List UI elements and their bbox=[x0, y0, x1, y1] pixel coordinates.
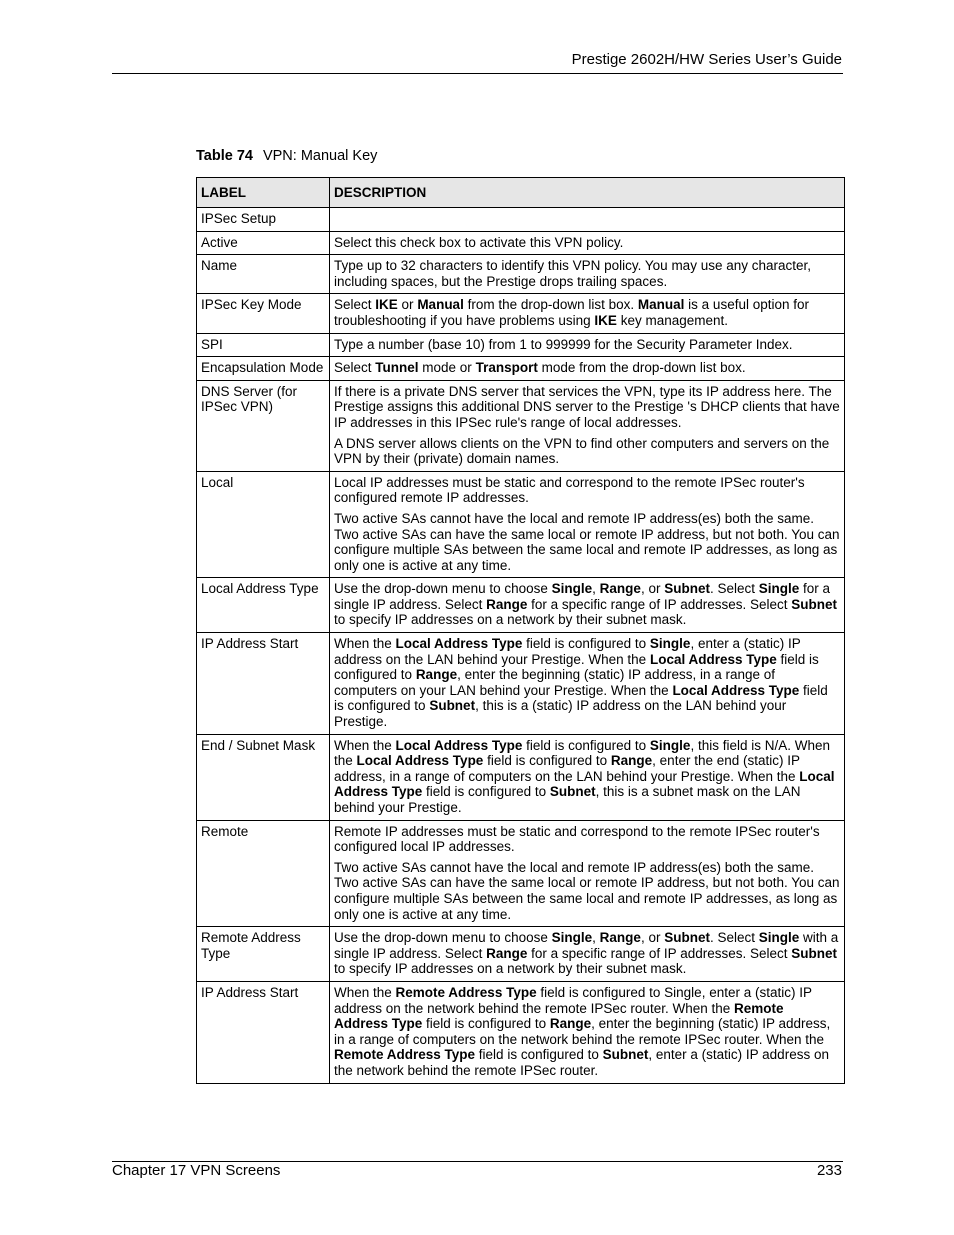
text-segment: field is configured to bbox=[422, 784, 550, 800]
bold-term: Single bbox=[758, 930, 800, 946]
description-paragraph bbox=[334, 337, 840, 353]
row-label: Encapsulation Mode bbox=[197, 357, 330, 381]
text-segment: field is configured to bbox=[522, 737, 650, 753]
text-segment: , this field is N/A. When the bbox=[334, 737, 830, 769]
row-description bbox=[330, 357, 845, 381]
description-paragraph bbox=[334, 636, 840, 730]
table-row bbox=[197, 294, 845, 333]
text-segment: , or bbox=[640, 930, 665, 946]
footer-page-number: 233 bbox=[816, 1162, 842, 1179]
table-row bbox=[197, 231, 845, 255]
text-segment: If there is a private DNS server that services the VPN, type its IP address here. The Prestige assigns this additional DNS server to the Prestige 's DHCP clients that have IP addresses in this IPSec rule's range of local addresses. bbox=[334, 383, 840, 430]
description-paragraph bbox=[334, 258, 840, 289]
table-row bbox=[197, 820, 845, 927]
bold-term: Remote Address Type bbox=[334, 1000, 784, 1032]
text-segment: field is configured to bbox=[422, 1016, 550, 1032]
row-label: DNS Server (for IPSec VPN) bbox=[197, 380, 330, 471]
description-paragraph bbox=[334, 824, 840, 855]
text-segment: field is configured to bbox=[334, 682, 828, 714]
header-rule bbox=[112, 73, 843, 74]
bold-term: Range bbox=[610, 753, 653, 769]
text-segment: mode or bbox=[418, 360, 476, 376]
bold-term: Single bbox=[649, 737, 691, 753]
text-segment: to specify IP addresses on a network by their subnet mask. bbox=[334, 961, 687, 977]
table-body bbox=[197, 208, 845, 1084]
row-label: IPSec Key Mode bbox=[197, 294, 330, 333]
description-paragraph bbox=[334, 235, 840, 251]
text-segment: A DNS server allows clients on the VPN to find other computers and servers on the VPN by their (private) domain names. bbox=[334, 435, 830, 467]
table-row bbox=[197, 333, 845, 357]
text-segment: for a specific range of IP addresses. Select bbox=[527, 596, 792, 612]
bold-term: Subnet bbox=[791, 596, 837, 612]
text-segment: , enter the end (static) IP address, in a range of computers on the LAN behind your Prestige. When the bbox=[334, 753, 800, 784]
row-label: Remote bbox=[197, 820, 330, 927]
row-description bbox=[330, 734, 845, 820]
bold-term: Tunnel bbox=[375, 360, 419, 376]
row-description bbox=[330, 820, 845, 927]
bold-term: Local Address Type bbox=[672, 682, 800, 698]
text-segment: field is configured to bbox=[475, 1047, 603, 1063]
text-segment: for a specific range of IP addresses. Select bbox=[527, 945, 792, 961]
bold-term: Range bbox=[599, 581, 641, 597]
table-caption-title: VPN: Manual Key bbox=[262, 148, 378, 164]
text-segment: , bbox=[592, 930, 600, 946]
table-row bbox=[197, 734, 845, 820]
table-caption bbox=[196, 148, 377, 164]
vpn-manual-key-table bbox=[196, 177, 845, 1084]
text-segment: field is configured to Single, enter a (static) IP address on the network behind the remote IPSec router. When the bbox=[334, 984, 812, 1016]
bold-term: Single bbox=[758, 581, 800, 597]
row-label: IP Address Start bbox=[197, 981, 330, 1083]
row-label: Name bbox=[197, 255, 330, 294]
description-paragraph bbox=[334, 475, 840, 506]
text-segment: Use the drop-down menu to choose bbox=[334, 930, 552, 946]
description-paragraph bbox=[334, 985, 840, 1079]
table-row bbox=[197, 927, 845, 982]
text-segment: Two active SAs cannot have the local and remote IP address(es) both the same. Two active SAs can have the same local or remote IP address, but not both. You can configure multiple SAs between the same local and remote IP addresses, as long as only one is active at any time. bbox=[334, 859, 840, 922]
table-row bbox=[197, 380, 845, 471]
text-segment: , this is a subnet mask on the LAN behind your Prestige. bbox=[334, 784, 801, 815]
text-segment: key management. bbox=[616, 312, 728, 328]
bold-term: Manual bbox=[637, 297, 685, 313]
row-label: Local bbox=[197, 471, 330, 578]
bold-term: Local Address Type bbox=[334, 768, 835, 800]
description-paragraph bbox=[334, 436, 840, 467]
text-segment: Type up to 32 characters to identify this VPN policy. You may use any character, including spaces, but the Prestige drops trailing spaces. bbox=[334, 258, 812, 289]
description-paragraph bbox=[334, 860, 840, 922]
row-description bbox=[330, 231, 845, 255]
description-paragraph bbox=[334, 360, 840, 376]
table-header-row bbox=[197, 178, 845, 208]
row-label: End / Subnet Mask bbox=[197, 734, 330, 820]
column-header-label: LABEL bbox=[197, 178, 330, 208]
text-segment: Use the drop-down menu to choose bbox=[334, 581, 552, 597]
bold-term: Range bbox=[415, 667, 458, 683]
bold-term: Remote Address Type bbox=[395, 984, 537, 1000]
bold-term: Range bbox=[486, 945, 528, 961]
bold-term: Transport bbox=[475, 360, 538, 376]
row-description bbox=[330, 578, 845, 633]
text-segment: is a useful option for troubleshooting if you have problems using bbox=[334, 297, 809, 328]
text-segment: field is configured to bbox=[334, 651, 819, 683]
row-label: Active bbox=[197, 231, 330, 255]
description-paragraph bbox=[334, 297, 840, 328]
text-segment: . Select bbox=[709, 581, 759, 597]
description-paragraph bbox=[334, 738, 840, 816]
text-segment: When the bbox=[334, 737, 396, 753]
text-segment: When the bbox=[334, 636, 396, 652]
text-segment: or bbox=[397, 297, 418, 313]
description-paragraph bbox=[334, 384, 840, 431]
description-paragraph bbox=[334, 581, 840, 628]
bold-term: Manual bbox=[417, 297, 464, 313]
row-label: Remote Address Type bbox=[197, 927, 330, 982]
text-segment: . Select bbox=[709, 930, 759, 946]
bold-term: Local Address Type bbox=[395, 737, 523, 753]
text-segment: When the bbox=[334, 984, 396, 1000]
text-segment: Local IP addresses must be static and correspond to the remote IPSec router's configured remote IP addresses. bbox=[334, 474, 805, 506]
row-description bbox=[330, 981, 845, 1083]
footer-chapter: Chapter 17 VPN Screens bbox=[112, 1162, 281, 1179]
row-description bbox=[330, 927, 845, 982]
text-segment: to specify IP addresses on a network by their subnet mask. bbox=[334, 612, 687, 628]
row-label: IP Address Start bbox=[197, 633, 330, 735]
text-segment: Select bbox=[334, 360, 376, 376]
row-description bbox=[330, 633, 845, 735]
bold-term: Local Address Type bbox=[356, 753, 484, 769]
row-description bbox=[330, 294, 845, 333]
table-row bbox=[197, 357, 845, 381]
table-caption-number: Table 74 bbox=[196, 148, 253, 164]
text-segment: , enter a (static) IP address on the LAN behind your Prestige. When the bbox=[334, 636, 801, 667]
table-row bbox=[197, 633, 845, 735]
bold-term: Range bbox=[549, 1016, 592, 1032]
text-segment: Select this check box to activate this VPN policy. bbox=[334, 234, 624, 250]
text-segment: , this is a (static) IP address on the LAN behind your Prestige. bbox=[334, 698, 787, 730]
text-segment: Type a number (base 10) from 1 to 999999 for the Security Parameter Index. bbox=[334, 336, 793, 352]
text-segment: with a single IP address. Select bbox=[334, 930, 839, 961]
bold-term: IKE bbox=[594, 312, 617, 328]
bold-term: Local Address Type bbox=[395, 636, 523, 652]
text-segment: from the drop-down list box. bbox=[463, 297, 638, 313]
table-row bbox=[197, 578, 845, 633]
bold-term: Range bbox=[486, 596, 528, 612]
bold-term: Subnet bbox=[602, 1047, 649, 1063]
bold-term: Subnet bbox=[429, 698, 476, 714]
text-segment: Remote IP addresses must be static and correspond to the remote IPSec router's configured local IP addresses. bbox=[334, 823, 820, 855]
bold-term: Local Address Type bbox=[649, 651, 777, 667]
bold-term: Subnet bbox=[664, 930, 710, 946]
row-description bbox=[330, 333, 845, 357]
row-label: IPSec Setup bbox=[197, 208, 330, 232]
text-segment: field is configured to bbox=[483, 753, 611, 769]
description-paragraph bbox=[334, 511, 840, 573]
bold-term: IKE bbox=[375, 297, 398, 313]
bold-term: Single bbox=[649, 636, 691, 652]
description-paragraph bbox=[334, 930, 840, 977]
table-row bbox=[197, 981, 845, 1083]
text-segment: , enter the beginning (static) IP address, in a range of computers on the network behind the remote IPSec router. When the bbox=[334, 1016, 831, 1047]
bold-term: Single bbox=[551, 581, 593, 597]
text-segment: field is configured to bbox=[522, 636, 650, 652]
row-label: SPI bbox=[197, 333, 330, 357]
row-description bbox=[330, 208, 845, 232]
text-segment: Select bbox=[334, 297, 376, 313]
bold-term: Subnet bbox=[664, 581, 710, 597]
row-description bbox=[330, 380, 845, 471]
bold-term: Subnet bbox=[549, 784, 596, 800]
text-segment: , bbox=[592, 581, 600, 597]
text-segment: Two active SAs cannot have the local and remote IP address(es) both the same. Two active SAs can have the same local or remote IP address, but not both. You can configure multiple SAs between the same local and remote IP addresses, as long as only one is active at any time. bbox=[334, 510, 840, 573]
text-segment: for a single IP address. Select bbox=[334, 581, 831, 612]
text-segment: mode from the drop-down list box. bbox=[537, 360, 746, 376]
row-description bbox=[330, 255, 845, 294]
text-segment: , enter the beginning (static) IP address, in a range of computers on your LAN behind your Prestige. When the bbox=[334, 667, 776, 698]
table-row bbox=[197, 255, 845, 294]
table-row bbox=[197, 471, 845, 578]
row-label: Local Address Type bbox=[197, 578, 330, 633]
table-row bbox=[197, 208, 845, 232]
row-description bbox=[330, 471, 845, 578]
text-segment: , enter a (static) IP address on the network behind the remote IPSec router. bbox=[334, 1047, 829, 1078]
bold-term: Range bbox=[599, 930, 641, 946]
text-segment: , or bbox=[640, 581, 665, 597]
bold-term: Remote Address Type bbox=[334, 1047, 476, 1063]
column-header-description: DESCRIPTION bbox=[330, 178, 845, 208]
bold-term: Single bbox=[551, 930, 593, 946]
bold-term: Subnet bbox=[791, 945, 837, 961]
page-header-title: Prestige 2602H/HW Series User’s Guide bbox=[571, 51, 842, 68]
